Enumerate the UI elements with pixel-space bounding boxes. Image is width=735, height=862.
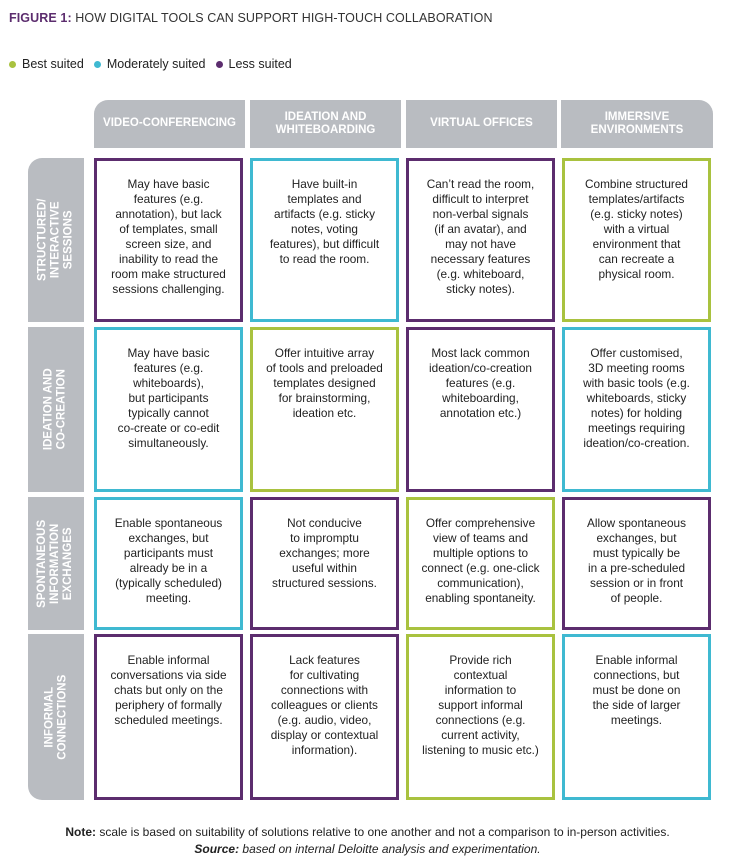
matrix-cell: Enable informal conversations via side chats but only on the periphery of formally scheduled meetings.: [94, 634, 243, 800]
source-text: based on internal Deloitte analysis and experimentation.: [239, 842, 541, 856]
row-header-spontaneous: [28, 497, 84, 630]
matrix-cell: Lack features for cultivating connections with colleagues or clients (e.g. audio, video, display or contextual information).: [250, 634, 399, 800]
matrix-cell: Not conducive to impromptu exchanges; more useful within structured sessions.: [250, 497, 399, 630]
row-header-structured: [28, 158, 84, 322]
row-header-label: STRUCTURED/ INTERACTIVE SESSIONS: [36, 198, 75, 282]
matrix-cell: Can’t read the room, difficult to interpret non-verbal signals (if an avatar), and may not have necessary features (e.g. whiteboard, sticky notes).: [406, 158, 555, 322]
row-header-label: SPONTANEOUS INFORMATION EXCHANGES: [36, 519, 75, 608]
footnote-label: Note:: [65, 825, 96, 839]
legend: [9, 57, 292, 71]
legend-label: Less suited: [228, 57, 292, 71]
matrix-cell: Allow spontaneous exchanges, but must typically be in a pre-scheduled session or in front of people.: [562, 497, 711, 630]
legend-item-moderate: [94, 57, 206, 71]
legend-dot-icon: [216, 61, 223, 68]
matrix-cell: Enable spontaneous exchanges, but participants must already be in a (typically scheduled) meeting.: [94, 497, 243, 630]
matrix-cell: Enable informal connections, but must be done on the side of larger meetings.: [562, 634, 711, 800]
column-header-virtual-offices: VIRTUAL OFFICES: [406, 100, 557, 148]
row-header-label: IDEATION AND CO-CREATION: [42, 368, 68, 451]
matrix-cell: Most lack common ideation/co-creation features (e.g. whiteboarding, annotation etc.): [406, 327, 555, 492]
matrix-cell: May have basic features (e.g. annotation), but lack of templates, small screen size, and inability to read the room make structured sessions challenging.: [94, 158, 243, 322]
row-header-ideation: [28, 327, 84, 492]
legend-dot-icon: [94, 61, 101, 68]
legend-dot-icon: [9, 61, 16, 68]
figure-title: [9, 11, 493, 25]
footnote: [0, 825, 735, 839]
footnote-text: scale is based on suitability of solutions relative to one another and not a comparison to in-person activities.: [96, 825, 670, 839]
row-header-label: INFORMAL CONNECTIONS: [42, 674, 69, 760]
matrix-cell: Offer customised, 3D meeting rooms with basic tools (e.g. whiteboards, sticky notes) for holding meetings requiring ideation/co-creation.: [562, 327, 711, 492]
figure-title-text: HOW DIGITAL TOOLS CAN SUPPORT HIGH-TOUCH COLLABORATION: [75, 11, 493, 25]
column-header-immersive-environments: IMMERSIVE ENVIRONMENTS: [561, 100, 713, 148]
matrix-cell: Offer intuitive array of tools and preloaded templates designed for brainstorming, ideation etc.: [250, 327, 399, 492]
matrix-cell: Offer comprehensive view of teams and multiple options to connect (e.g. one-click communication), enabling spontaneity.: [406, 497, 555, 630]
row-header-informal: [28, 634, 84, 800]
source-note: [0, 842, 735, 856]
figure-label: FIGURE 1:: [9, 11, 72, 25]
matrix-cell: Combine structured templates/artifacts (e.g. sticky notes) with a virtual environment that can recreate a physical room.: [562, 158, 711, 322]
matrix-cell: May have basic features (e.g. whiteboards), but participants typically cannot co-create or co-edit simultaneously.: [94, 327, 243, 492]
column-header-ideation-whiteboarding: IDEATION AND WHITEBOARDING: [250, 100, 401, 148]
legend-label: Moderately suited: [106, 57, 206, 71]
column-header-video-conferencing: VIDEO-CONFERENCING: [94, 100, 245, 148]
legend-item-best: [9, 57, 84, 71]
matrix-cell: Provide rich contextual information to support informal connections (e.g. current activity, listening to music etc.): [406, 634, 555, 800]
legend-label: Best suited: [22, 57, 84, 71]
legend-item-less: [216, 57, 292, 71]
matrix-cell: Have built-in templates and artifacts (e.g. sticky notes, voting features), but difficult to read the room.: [250, 158, 399, 322]
source-label: Source:: [194, 842, 240, 856]
